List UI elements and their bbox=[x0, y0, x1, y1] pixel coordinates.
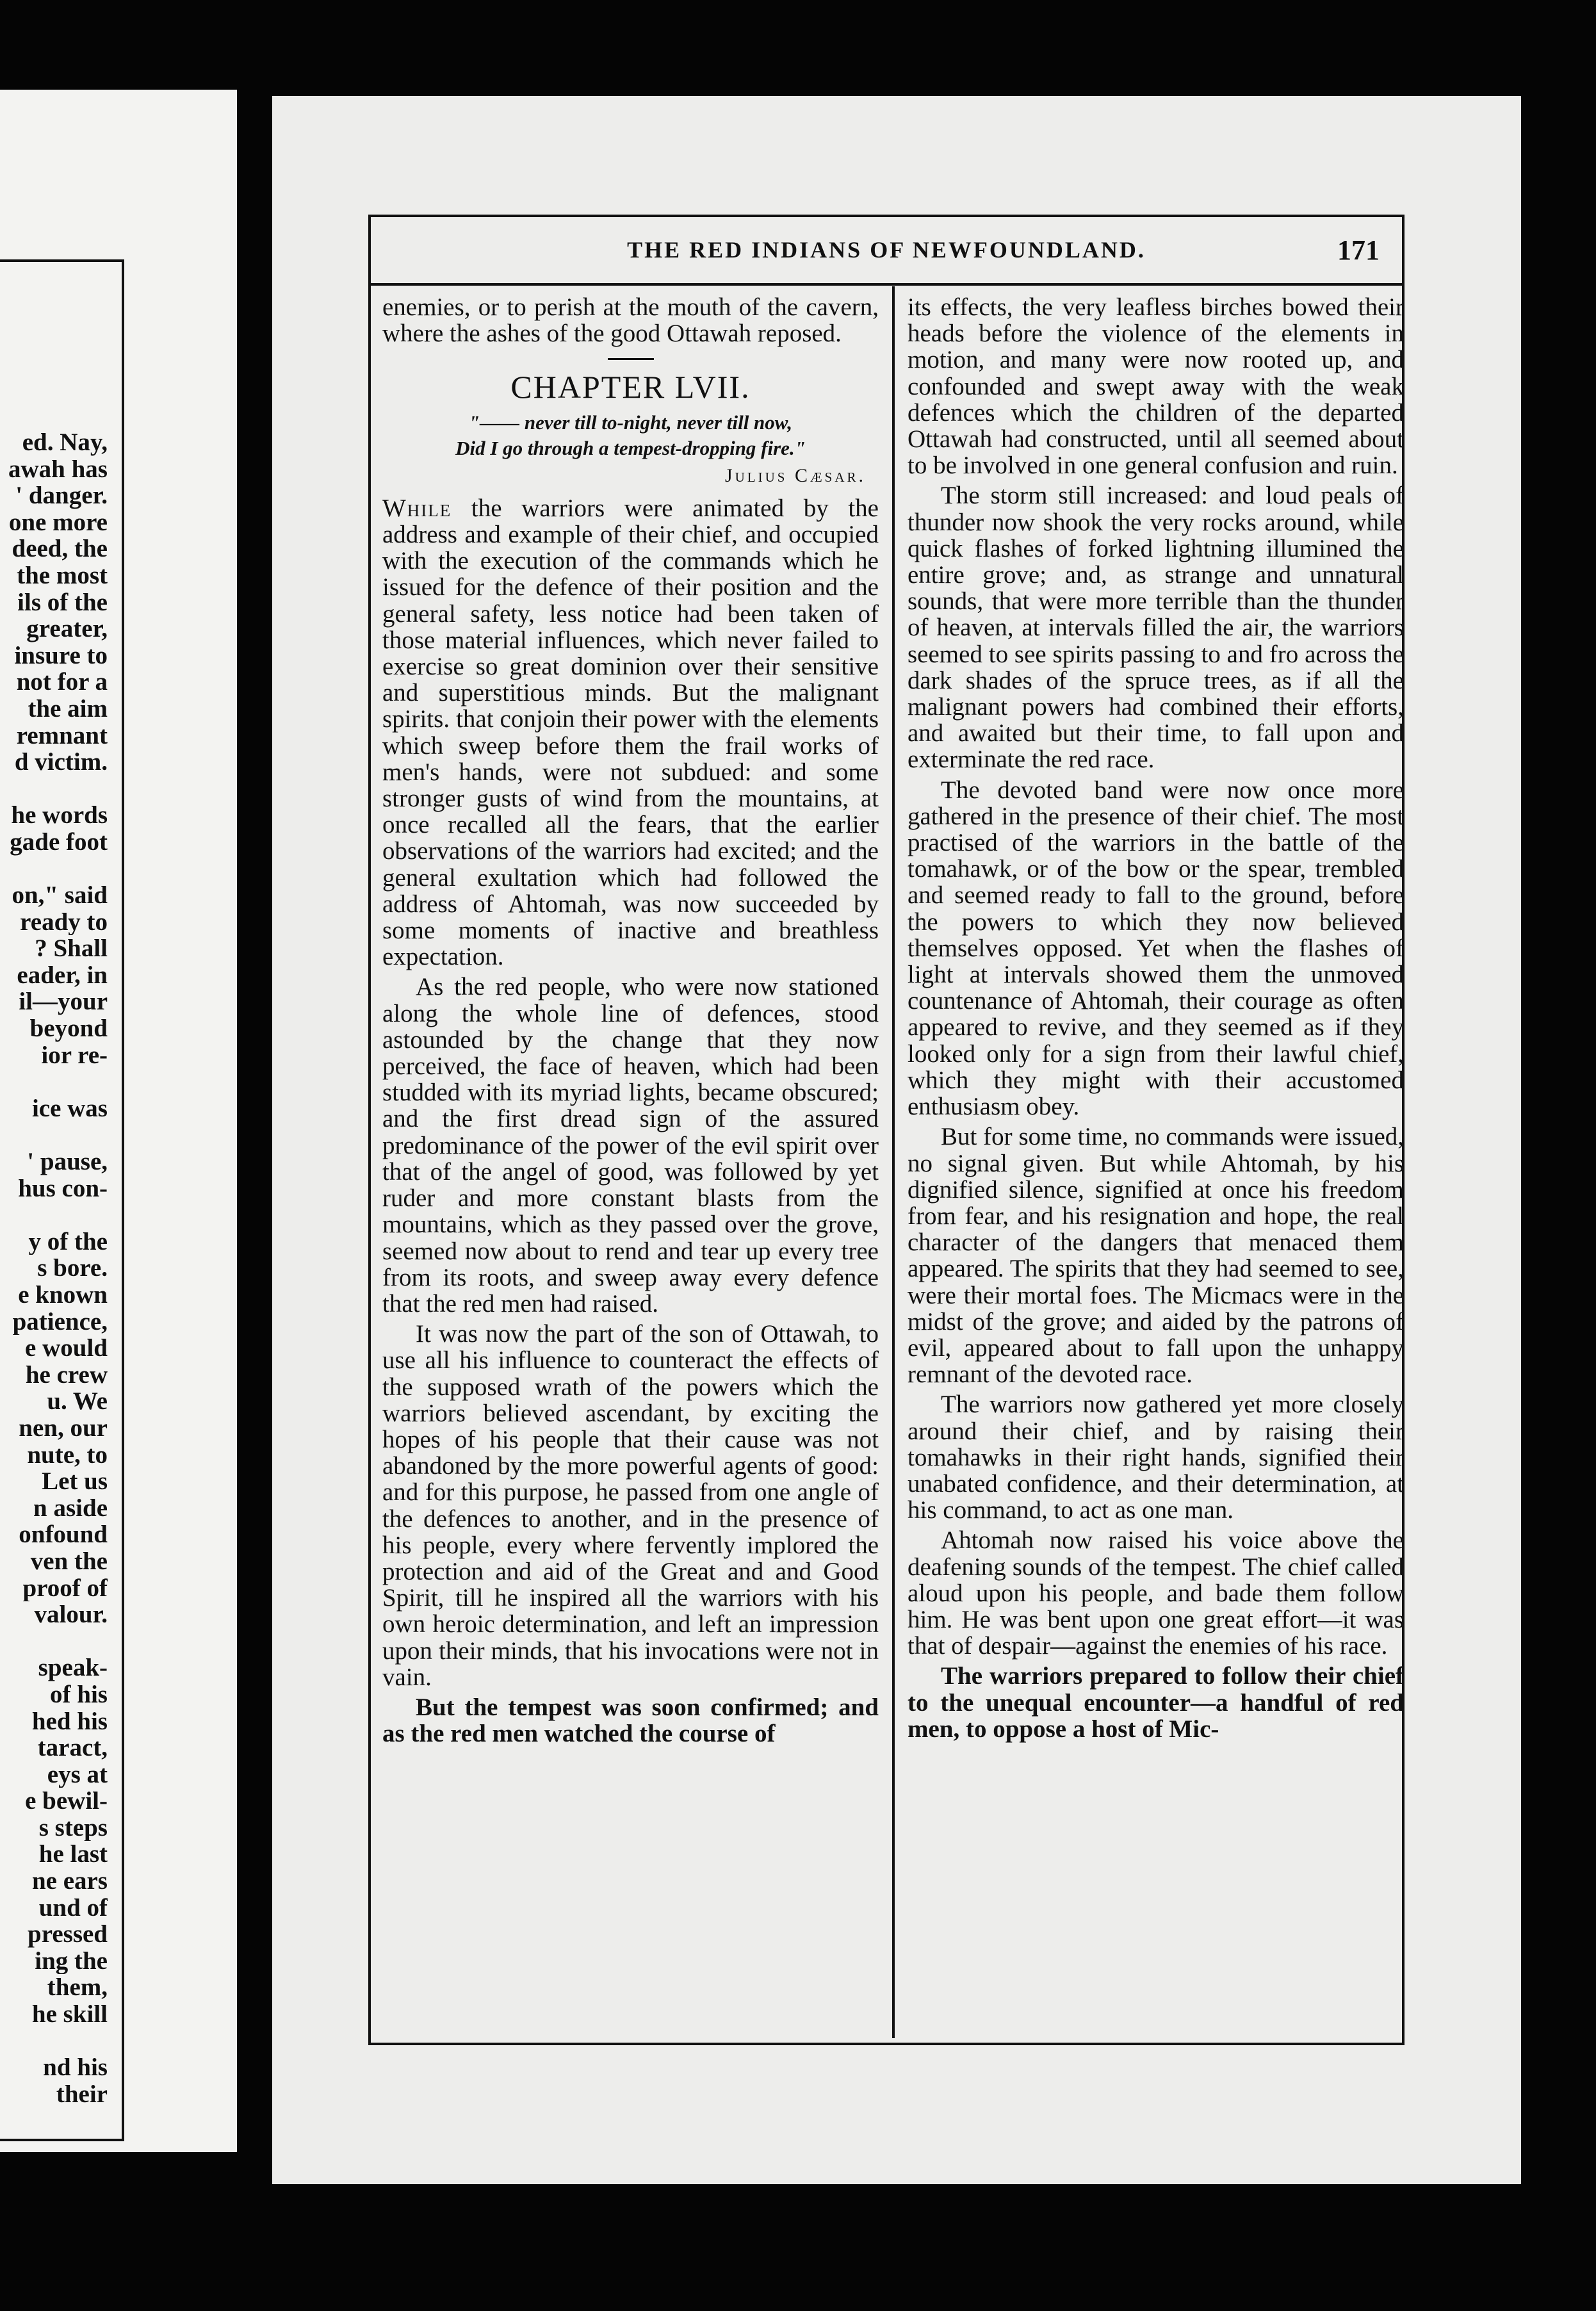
facing-page-line: deed, the bbox=[12, 535, 108, 562]
facing-page-line: he last bbox=[38, 1841, 108, 1868]
epigraph-line-1: "—— never till to-night, never till now, bbox=[468, 411, 793, 434]
facing-page-line bbox=[0, 1202, 108, 1229]
facing-page-line: eys at bbox=[47, 1761, 108, 1788]
chapter-separator bbox=[608, 358, 654, 360]
facing-page-line: ed. Nay, bbox=[22, 429, 108, 456]
column-rule bbox=[892, 286, 895, 2038]
facing-page bbox=[0, 90, 237, 2152]
facing-page-line: ior re- bbox=[41, 1041, 108, 1069]
facing-page-line: pressed bbox=[28, 1921, 108, 1948]
facing-page-line: the most bbox=[17, 562, 108, 589]
facing-page-line bbox=[0, 776, 108, 803]
facing-page-line: s steps bbox=[38, 1814, 108, 1841]
facing-page-line: them, bbox=[47, 1974, 108, 2002]
facing-page-line: one more bbox=[8, 509, 108, 536]
facing-page-line: hus con- bbox=[18, 1175, 108, 1202]
epigraph-attribution: Julius Cæsar. bbox=[724, 464, 866, 486]
text-column-left bbox=[382, 294, 879, 1751]
facing-page-line: patience, bbox=[12, 1308, 108, 1335]
drop-word: While bbox=[382, 494, 452, 522]
paragraph-devoted-band: The devoted band were now once more gathered in the presence of their chief. The most practised of the warriors in the battle of the tomahawk, or of the bow or the spear, trembled and seemed ready to fall to the ground, before the powers to which they now believed themselves opposed. Yet when the flashes of light at intervals showed them the unmoved countenance of Ahtomah, their courage as often appeared to revive, and they seemed as if they looked only for a sign from their lawful chief, which they might with their accustomed enthusiasm obey. bbox=[908, 776, 1404, 1121]
facing-page-line: nen, our bbox=[19, 1414, 108, 1442]
facing-page-line: he skill bbox=[31, 2001, 108, 2028]
facing-page-line: taract, bbox=[37, 1735, 108, 1761]
facing-page-text-fragments bbox=[0, 429, 108, 2107]
facing-page-line: ' danger. bbox=[15, 482, 108, 509]
facing-page-line: greater, bbox=[26, 616, 108, 642]
facing-page-line: beyond bbox=[29, 1015, 108, 1042]
facing-page-line: ' pause, bbox=[27, 1148, 108, 1175]
header-rule bbox=[371, 283, 1402, 286]
facing-page-line: e known bbox=[18, 1282, 108, 1309]
facing-page-line: not for a bbox=[16, 669, 108, 696]
facing-page-line: ready to bbox=[20, 908, 108, 936]
facing-page-line: ? Shall bbox=[35, 935, 108, 962]
facing-page-line: und of bbox=[38, 1894, 108, 1922]
facing-page-line: y of the bbox=[28, 1228, 108, 1255]
paragraph-continued: its effects, the very leafless birches bowed their heads before the violence of the elements in motion, and many were now rooted up, and confounded and swept away with the weak defences which the children of the departed Ottawah had constructed, until all seemed about to be involved in one general confusion and ruin. bbox=[908, 293, 1404, 480]
facing-page-line: insure to bbox=[14, 642, 108, 669]
facing-page-line: Let us bbox=[42, 1468, 108, 1495]
paragraph-warriors-prepared: The warriors prepared to follow their chief to the unequal encounter—a handful of red men, to oppose a host of Mic- bbox=[908, 1662, 1404, 1743]
facing-page-line: u. We bbox=[47, 1388, 108, 1415]
facing-page-line: nute, to bbox=[27, 1441, 108, 1469]
facing-page-line: e bewil- bbox=[25, 1788, 108, 1815]
facing-page-line: n aside bbox=[33, 1494, 108, 1522]
book-page bbox=[272, 96, 1521, 2184]
paragraph-1-text: the warriors were animated by the address and example of their chief, and occupied with the execution of the commands which he issued for the defence of their position and the general safety, less notice had been taken of those material influences, which never failed to exercise so great dominion over their sensitive and superstitious minds. But the malignant spirits. that conjoin their power with the elements which sweep before them the frail works of men's hands, were not subdued: and some stronger gusts of wind from the mountains, at once recalled all the fears, that the earlier observations of the warriors had excited; and the general exultation which had followed the address of Ahtomah, was now succeeded by some moments of inactive and breathless expectation. bbox=[382, 494, 879, 971]
facing-page-line bbox=[0, 2028, 108, 2055]
running-head: THE RED INDIANS OF NEWFOUNDLAND. bbox=[627, 237, 1146, 263]
paragraph-storm: The storm still increased: and loud peals of thunder now shook the very rocks around, while quick flashes of forked lightning illumined the entire grove; and, as strange and unnatural sounds, that were more terrible than the thunder of heaven, at intervals filled the air, the warriors seemed to see spirits passing to and fro across the dark shades of the spruce trees, as if all the malignant powers had combined their efforts, and awaited but their time, to fall upon and exterminate the red race. bbox=[908, 482, 1404, 774]
paragraph-ahtomah-voice: Ahtomah now raised his voice above the deafening sounds of the tempest. The chief called aloud upon his people, and bade them follow him. He was bent upon one great effort—it was that of despair—against the enemies of his race. bbox=[908, 1526, 1404, 1660]
facing-page-line: their bbox=[56, 2080, 108, 2108]
paragraph-no-commands: But for some time, no commands were issued, no signal given. But while Ahtomah, by his dignified silence, signified at once his freedom from fear, and his resignation and hope, the real character of the dangers that menaced them appeared. The spirits that they had seemed to see, were their mortal foes. The Micmacs were in the midst of the grove; and aided by the patrons of evil, appeared about to fall upon the unhappy remnant of the devoted race. bbox=[908, 1123, 1404, 1389]
facing-page-line bbox=[0, 1122, 108, 1148]
facing-page-line: nd his bbox=[43, 2054, 108, 2081]
facing-page-line bbox=[0, 1628, 108, 1655]
facing-page-line: on," said bbox=[12, 882, 108, 909]
epigraph-line-2: Did I go through a tempest-dropping fire." bbox=[455, 436, 806, 459]
facing-page-line: the aim bbox=[28, 695, 108, 723]
facing-page-line: ne ears bbox=[31, 1868, 108, 1895]
chapter-title: CHAPTER LVII. bbox=[510, 369, 751, 405]
page-frame bbox=[368, 215, 1405, 2045]
paragraph-4: But the tempest was soon confirmed; and as the red men watched the course of bbox=[382, 1693, 879, 1748]
paragraph-opening: enemies, or to perish at the mouth of the cavern, where the ashes of the good Ottawah reposed. bbox=[382, 293, 879, 348]
paragraph-3: It was now the part of the son of Ottawah, to use all his influence to counteract the effects of the supposed wrath of the powers which the warriors believed ascendant, by exciting the hopes of his people that their cause was not abandoned by the more powerful agents of good: and for this purpose, he passed from one angle of the defences to another, and in the presence of his people, every where fervently implored the protection and aid of the Great and and Good Spirit, till he inspired all the warriors with his own heroic determination, and left an impression upon their minds, that his invocations were not in vain. bbox=[382, 1320, 879, 1691]
facing-page-line bbox=[0, 856, 108, 883]
facing-page-line: eader, in bbox=[17, 961, 108, 989]
paragraph-warriors-gathered: The warriors now gathered yet more closely around their chief, and by raising their tomahawks in their right hands, signified their unabated confidence, and their determination, at his command, to act as one man. bbox=[908, 1391, 1404, 1524]
facing-page-line: onfound bbox=[19, 1521, 108, 1548]
page-number: 171 bbox=[1337, 234, 1380, 266]
facing-page-line: gade foot bbox=[10, 828, 108, 856]
text-column-right bbox=[908, 294, 1404, 1746]
facing-page-line: ven the bbox=[30, 1547, 108, 1575]
facing-page-line: d victim. bbox=[14, 749, 108, 776]
facing-page-line: he crew bbox=[25, 1361, 108, 1389]
facing-page-line: of his bbox=[50, 1681, 108, 1708]
facing-page-line: e would bbox=[25, 1335, 108, 1362]
facing-page-line: ice was bbox=[31, 1095, 108, 1122]
facing-page-line bbox=[0, 1068, 108, 1095]
facing-page-line: speak- bbox=[38, 1654, 108, 1681]
facing-page-line: ing the bbox=[35, 1947, 108, 1975]
paragraph-2: As the red people, who were now stationed along the whole line of defences, stood astounded by the change that they now perceived, the face of heaven, which had been studded with its myriad lights, became obscured; and the first dread sign of the assured predominance of the power of the evil spirit over that of the angel of good, was followed by yet ruder and more constant blasts from the mountains, which as they passed over the grove, seemed now about to rend and tear up every tree from its roots, and sweep away every defence that the red men had raised. bbox=[382, 973, 879, 1318]
facing-page-line: proof of bbox=[22, 1574, 108, 1602]
facing-page-line: s bore. bbox=[37, 1255, 108, 1282]
facing-page-line: hed his bbox=[31, 1708, 108, 1735]
facing-page-line: he words bbox=[11, 802, 108, 829]
facing-page-line: remnant bbox=[16, 722, 108, 749]
facing-page-line: valour. bbox=[34, 1601, 108, 1628]
facing-page-line: awah has bbox=[8, 455, 108, 483]
facing-page-line: ils of the bbox=[17, 589, 108, 616]
paragraph-1 bbox=[382, 495, 879, 970]
facing-page-line: il—your bbox=[19, 988, 108, 1016]
